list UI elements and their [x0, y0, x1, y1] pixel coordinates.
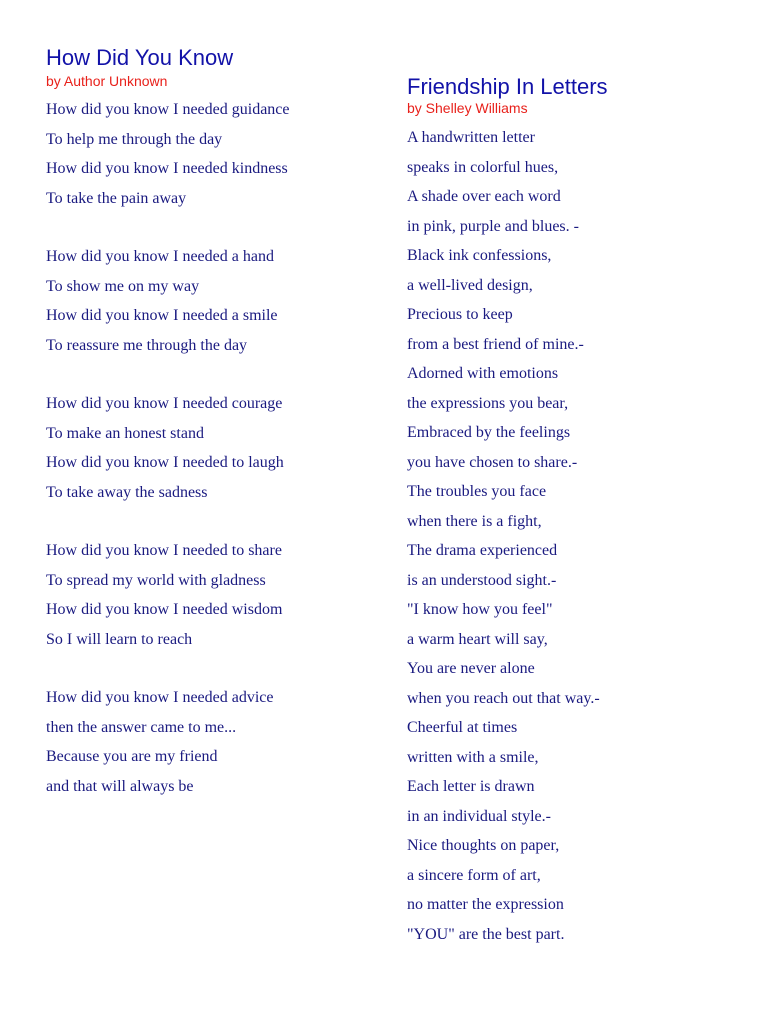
poem-line: You are never alone — [407, 660, 535, 677]
poem-line: Because you are my friend — [46, 748, 218, 765]
poem-line: How did you know I needed advice — [46, 689, 274, 706]
poem-line: written with a smile, — [407, 748, 539, 766]
poem-line: no matter the expression — [407, 896, 564, 913]
stanza — [46, 686, 376, 804]
poem-line: How did you know I needed to share — [46, 542, 282, 559]
stanza — [46, 539, 376, 657]
poem-line: To reassure me through the day — [46, 336, 248, 354]
poem-line: speaks in colorful hues, — [407, 158, 559, 176]
poem-line: How did you know I needed wisdom — [46, 601, 283, 618]
poem-line: when there is a fight, — [407, 512, 542, 530]
stanza — [46, 392, 376, 510]
poem-line: How did you know I needed a hand — [46, 248, 274, 265]
poem-body — [407, 126, 747, 952]
poem-line: Cheerful at times — [407, 719, 518, 736]
poem-line: How did you know I needed a smile — [46, 307, 278, 324]
poem-line: and that will always be — [46, 777, 194, 795]
poem-line: the expressions you bear, — [407, 394, 569, 412]
poem-line: "YOU" are the best part. — [407, 925, 565, 943]
poem-body — [46, 98, 376, 804]
poem-title: Friendship In Letters — [407, 74, 608, 99]
poem-line: you have chosen to share.- — [407, 453, 578, 471]
poem-line: To take away the sadness — [46, 483, 208, 501]
poem-line: To make an honest stand — [46, 424, 204, 442]
poem-line: Embraced by the feelings — [407, 424, 571, 441]
poem-line: "I know how you feel" — [407, 601, 553, 618]
poem-line: a warm heart will say, — [407, 630, 548, 648]
stanza — [46, 245, 376, 363]
poem-line: Each letter is drawn — [407, 778, 535, 795]
poem-line: So I will learn to reach — [46, 630, 193, 648]
poem-line: The drama experienced — [407, 542, 558, 559]
poem-byline: by Shelley Williams — [407, 100, 528, 116]
poem-line: To spread my world with gladness — [46, 571, 266, 589]
poem-line: in an individual style.- — [407, 807, 551, 825]
poem-line: To show me on my way — [46, 277, 200, 295]
poem-line: How did you know I needed courage — [46, 395, 283, 412]
poem-line: from a best friend of mine.- — [407, 335, 584, 353]
poem-line: is an understood sight.- — [407, 571, 557, 589]
poem-line: Adorned with emotions — [407, 365, 559, 382]
poem-line: How did you know I needed guidance — [46, 101, 290, 118]
poem-line: Black ink confessions, — [407, 247, 552, 264]
poem-line: The troubles you face — [407, 483, 547, 500]
stanza — [46, 98, 376, 216]
poem-line: To help me through the day — [46, 130, 223, 148]
poem-line: A handwritten letter — [407, 129, 535, 146]
poem-line: How did you know I needed kindness — [46, 160, 288, 177]
poem-line: a well-lived design, — [407, 276, 533, 294]
poem-byline: by Author Unknown — [46, 73, 168, 89]
poem-line: A shade over each word — [407, 188, 561, 205]
poem-title: How Did You Know — [46, 45, 234, 70]
poem-line: Precious to keep — [407, 306, 513, 323]
poem-line: To take the pain away — [46, 189, 187, 207]
poem-line: then the answer came to me... — [46, 718, 237, 736]
poem-line: a sincere form of art, — [407, 866, 541, 884]
poem-line: Nice thoughts on paper, — [407, 837, 560, 854]
poem-line: when you reach out that way.- — [407, 689, 600, 707]
poem-line: in pink, purple and blues. - — [407, 217, 579, 235]
poem-line: How did you know I needed to laugh — [46, 454, 284, 471]
